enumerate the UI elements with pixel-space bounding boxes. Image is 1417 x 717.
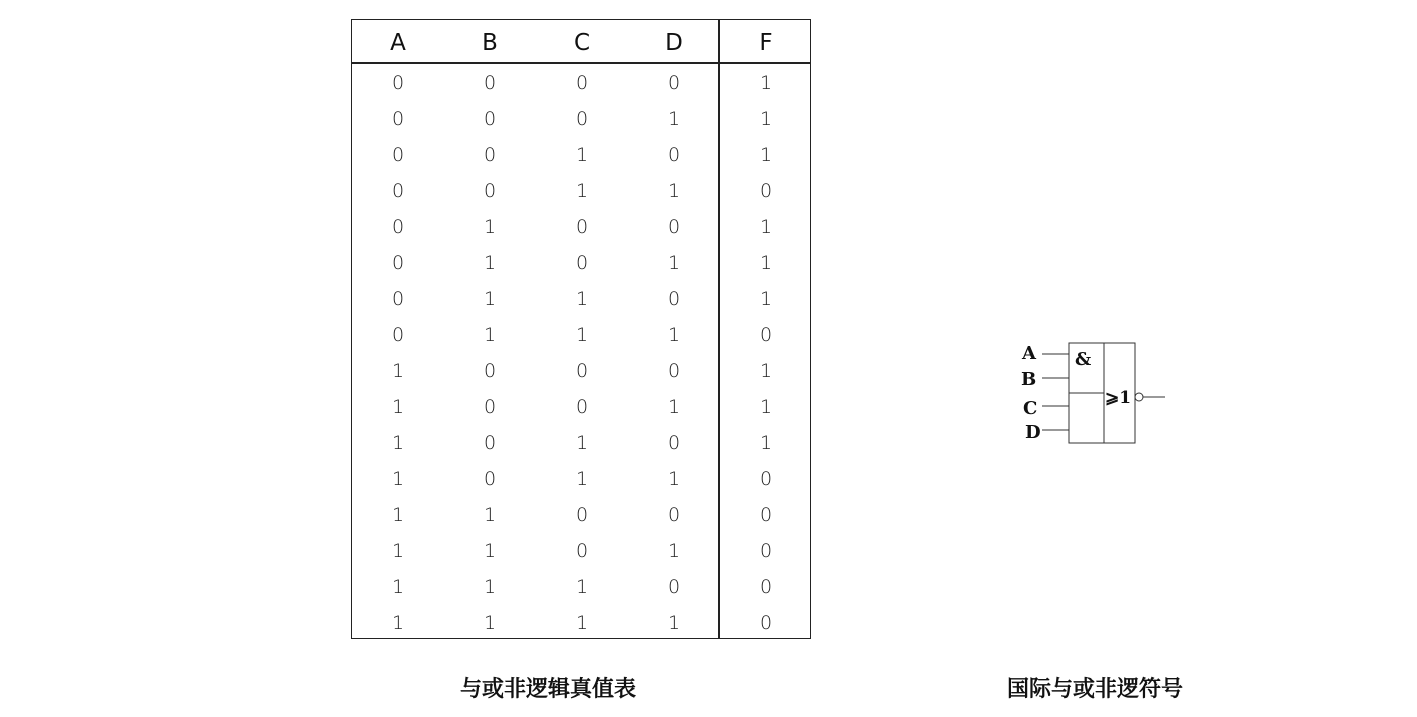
column-header-d: D	[665, 30, 683, 56]
gate-symbol-caption: 国际与或非逻符号	[1006, 676, 1183, 702]
table-cell: 0	[575, 72, 589, 94]
table-cell: 0	[391, 216, 405, 238]
table-cell: 0	[483, 360, 497, 382]
table-cell: 0	[391, 144, 405, 166]
table-cell: 1	[667, 540, 681, 562]
table-cell: 1	[759, 360, 773, 382]
table-cell: 0	[759, 540, 773, 562]
table-cell: 1	[575, 612, 589, 634]
or-label: ⩾1	[1105, 388, 1132, 408]
table-cell: 0	[391, 324, 405, 346]
table-cell: 1	[391, 360, 405, 382]
table-cell: 0	[759, 324, 773, 346]
table-cell: 1	[667, 396, 681, 418]
table-cell: 0	[391, 72, 405, 94]
table-cell: 0	[575, 216, 589, 238]
table-cell: 1	[667, 180, 681, 202]
table-cell: 0	[391, 108, 405, 130]
table-cell: 1	[759, 144, 773, 166]
table-cell: 0	[667, 576, 681, 598]
table-cell: 0	[667, 288, 681, 310]
table-cell: 0	[391, 252, 405, 274]
table-cell: 1	[391, 468, 405, 490]
table-cell: 1	[391, 504, 405, 526]
table-cell: 1	[759, 288, 773, 310]
and-box-lower	[1069, 393, 1104, 443]
table-cell: 1	[575, 180, 589, 202]
table-cell: 1	[759, 432, 773, 454]
table-cell: 1	[667, 108, 681, 130]
column-header-a: A	[390, 30, 406, 56]
table-cell: 0	[759, 576, 773, 598]
truth-table-caption: 与或非逻辑真值表	[459, 676, 636, 702]
input-label-c: C	[1023, 398, 1038, 419]
table-cell: 1	[667, 612, 681, 634]
table-cell: 0	[759, 504, 773, 526]
table-cell: 1	[575, 288, 589, 310]
column-header-b: B	[482, 30, 498, 56]
table-cell: 1	[575, 324, 589, 346]
table-cell: 0	[483, 180, 497, 202]
table-cell: 0	[575, 108, 589, 130]
table-cell: 0	[575, 360, 589, 382]
table-cell: 1	[391, 576, 405, 598]
table-cell: 0	[483, 396, 497, 418]
table-cell: 0	[759, 180, 773, 202]
table-cell: 1	[759, 216, 773, 238]
table-cell: 1	[759, 108, 773, 130]
table-cell: 1	[575, 144, 589, 166]
column-header-f: F	[759, 30, 773, 56]
table-cell: 0	[391, 288, 405, 310]
table-cell: 1	[483, 216, 497, 238]
table-cell: 0	[483, 144, 497, 166]
table-cell: 0	[483, 72, 497, 94]
table-cell: 1	[483, 252, 497, 274]
table-cell: 0	[483, 108, 497, 130]
inversion-bubble	[1135, 393, 1143, 401]
table-cell: 1	[483, 288, 497, 310]
table-cell: 0	[667, 72, 681, 94]
table-cell: 0	[667, 432, 681, 454]
table-cell: 1	[391, 432, 405, 454]
table-cell: 1	[483, 540, 497, 562]
aoi-gate-symbol	[1010, 335, 1180, 455]
column-header-c: C	[573, 30, 591, 56]
table-cell: 1	[575, 468, 589, 490]
table-cell: 0	[575, 540, 589, 562]
input-label-a: A	[1022, 343, 1036, 364]
table-cell: 0	[483, 432, 497, 454]
table-cell: 0	[667, 216, 681, 238]
table-cell: 1	[575, 576, 589, 598]
table-cell: 1	[667, 324, 681, 346]
and-label: &	[1075, 349, 1092, 370]
table-cell: 0	[575, 252, 589, 274]
input-label-b: B	[1021, 369, 1037, 390]
table-cell: 1	[667, 252, 681, 274]
table-cell: 0	[575, 396, 589, 418]
table-cell: 1	[391, 540, 405, 562]
truth-table	[351, 19, 811, 639]
table-cell: 0	[483, 468, 497, 490]
table-cell: 1	[483, 504, 497, 526]
table-cell: 1	[391, 396, 405, 418]
table-cell: 1	[483, 576, 497, 598]
table-cell: 1	[759, 72, 773, 94]
input-label-d: D	[1025, 422, 1041, 443]
table-cell: 1	[483, 324, 497, 346]
table-cell: 0	[759, 612, 773, 634]
table-cell: 1	[759, 252, 773, 274]
table-cell: 1	[483, 612, 497, 634]
table-cell: 0	[667, 144, 681, 166]
header-divider	[352, 62, 810, 64]
table-cell: 0	[575, 504, 589, 526]
table-cell: 1	[391, 612, 405, 634]
table-cell: 0	[759, 468, 773, 490]
table-cell: 1	[667, 468, 681, 490]
table-cell: 0	[667, 504, 681, 526]
table-cell: 1	[759, 396, 773, 418]
table-cell: 0	[391, 180, 405, 202]
table-cell: 1	[575, 432, 589, 454]
table-cell: 0	[667, 360, 681, 382]
